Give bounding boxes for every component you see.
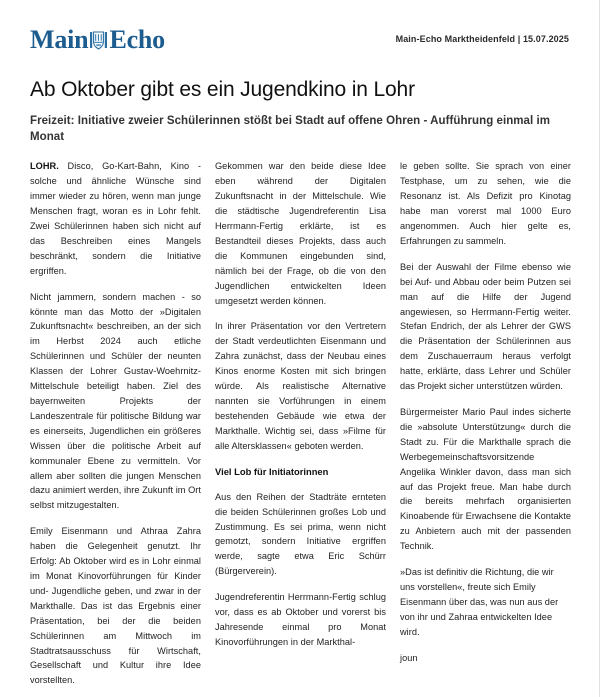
article-column-1 (30, 159, 201, 688)
edition-and-date: Main-Echo Marktheidenfeld | 15.07.2025 (395, 34, 569, 44)
section-subheading: Viel Lob für Initiatorinnen (215, 465, 329, 477)
paragraph: Gekommen war den beide diese Idee eben während der Digitalen Zukunftsnacht in der Mittelschule. Wie die städtische Jugendreferentin Lisa Herrmann-Fertig erklärte, ist es Bestandteil dieses Projekts, dass auch die Kommunen eingebunden sind, nämlich bei der Frage, ob die von den Jugendlichen entwickelten Ideen umgesetzt werden können. (215, 161, 386, 306)
article-column-2 (215, 159, 386, 688)
paragraph: Bei der Auswahl der Filme ebenso wie bei Auf- und Abbau oder beim Putzen sei man auf die Hilfe der Jugend angewiesen, so Herrmann-Fertig weiter. Stefan Endrich, der als Lehrer der GWS die Präsentation der Schülerinnen aus dem Zuschauerraum heraus verfolgt hatte, erklärte, dass Lehrer und Schüler das Projekt sicher unterstützen würden. (400, 261, 571, 392)
paragraph: Bürgermeister Mario Paul indes sicherte die »absolute Unterstützung« durch die Stadt zu. Für die Markthalle sprach die Werbegemeinschaftsvorsitzende Angelika Winkler davon, dass man sich auf das Projekt freue. Man habe durch die bereits mehrfach organisierten Kinoabende für Erwachsene die Kontakte zu Anbietern auch mit der passenden Technik. (400, 407, 571, 552)
main-echo-logo[interactable] (30, 27, 165, 53)
paragraph: Aus den Reihen der Stadträte ernteten die beiden Schülerinnen großes Lob und Zustimmung. Es sei prima, wenn nicht gemotzt, sondern Initiative ergriffen werde, sagte etwa Eric Schürr (Bürgerverein). (215, 491, 386, 577)
lead-paragraph-text: Disco, Go-Kart-Bahn, Kino - solche und ähnliche Wünsche sind immer wieder zu hören, wenn man junge Menschen fragt, woran es in Lohr fehlt. Zwei Schülerinnen haben sich nicht auf das Beschreiben eines Mangels beschränkt, sondern die Initiative ergriffen. (30, 161, 201, 276)
dateline: LOHR. (30, 161, 59, 172)
lead-paragraph (30, 159, 201, 278)
paragraph: Emily Eisenmann und Athraa Zahra haben die Gelegenheit genutzt. Ihr Erfolg: Ab Oktober wird es in Lohr einmal im Monat Kinovorführungen für Kinder und- Jugendliche geben, und zwar in der Markthalle. Das ist das Ergebnis einer Präsentation, bei der die beiden Schülerinnen am Mittwoch im Stadtratsausschuss für Wirtschaft, Gesellschaft und Kultur ihre Idee vorstellten. (30, 526, 201, 686)
paragraph: Nicht jammern, sondern machen - so könnte man das Motto der »Digitalen Zukunftsnacht« beschreiben, an der sich im Herbst 2024 auch etliche Schülerinnen und Schüler der neunten Klassen der Lohrer Gustav-Woehrnitz-Mittelschule beteiligt haben. Ziel des bayernweiten Projekts der Landeszentrale für politische Bildung war es einerseits, Jugendlichen ein größeres Wissen über die politische Arbeit auf kommunaler Ebene zu vermitteln. Vor allem aber sollten die jungen Menschen dazu animiert werden, ihre Zukunft im Ort selbst mitzugestalten. (30, 291, 201, 511)
paragraph: le geben sollte. Sie sprach von einer Testphase, um zu sehen, wie die Resonanz ist. Als Defizit pro Kinotag habe man vorerst mal 1000 Euro angenommen. Auch hier gelte es, Erfahrungen zu sammeln. (400, 161, 571, 246)
article-subheadline: Freizeit: Initiative zweier Schülerinnen stößt bei Stadt auf offene Ohren - Aufführung einmal im Monat (30, 114, 551, 144)
masthead (30, 0, 569, 62)
paragraph: Jugendreferentin Herrmann-Fertig schlug vor, dass es ab Oktober und vorerst bis Jahresende einmal pro Monat Kinovorführungen in der Markthal- (215, 592, 386, 647)
logo-word-main: Main (30, 25, 89, 54)
logo-word-echo: Echo (109, 25, 165, 54)
author-signature: joun (400, 652, 418, 663)
paragraph: In ihrer Präsentation vor den Vertretern der Stadt verdeutlichten Eisenmann und Zahra zunächst, dass der Neubau eines Kinos enorme Kosten mit sich bringen würde. Als realistische Alternative nannten sie Vorführungen in einem bestehenden Gebäude wie etwa der Markthalle. Wichtig sei, dass »Filme für alle Altersklassen« geboten werden. (215, 321, 386, 451)
paragraph: »Das ist definitiv die Richtung, die wir uns vorstellen«, freute sich Emily Eisenmann über das, was nun aus der von ihr und Zahraa entwickelten Idee wird. (400, 567, 559, 637)
article-body (30, 159, 569, 688)
article-column-3 (400, 159, 571, 688)
coat-of-arms-crest-icon (90, 31, 107, 50)
page-title: Ab Oktober gibt es ein Jugendkino in Lohr (30, 78, 415, 101)
